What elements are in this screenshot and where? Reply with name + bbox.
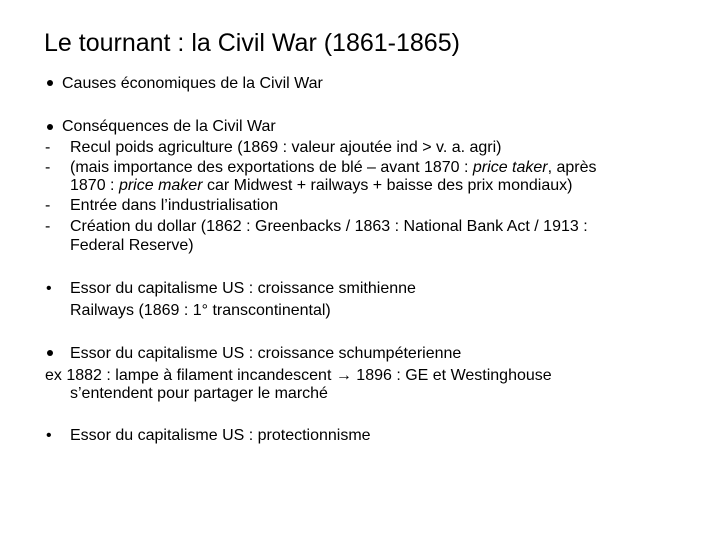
bullet-marker: •: [46, 427, 52, 444]
consequence-text: car Midwest + railways + baisse des prix mondiaux): [202, 177, 573, 194]
price-maker-term: price maker: [118, 177, 203, 194]
bullet-marker: •: [46, 280, 52, 297]
price-taker-term: price taker: [472, 159, 548, 176]
schumpeter-heading: Essor du capitalisme US : croissance schumpéterienne: [70, 345, 462, 362]
consequence-text: , après: [547, 159, 597, 176]
protection-heading: Essor du capitalisme US : protectionnisme: [70, 427, 371, 444]
schumpeter-line: ex 1882 : lampe à filament incandescent → 1896 : GE et Westinghouse: [45, 367, 552, 384]
dash-marker: -: [45, 159, 51, 176]
consequences-heading: Conséquences de la Civil War: [62, 118, 276, 135]
slide-title: Le tournant : la Civil War (1861-1865): [44, 29, 460, 57]
smith-line: Railways (1869 : 1° transcontinental): [70, 302, 331, 319]
consequence-item: Recul poids agriculture (1869 : valeur ajoutée ind > v. a. agri): [70, 139, 502, 156]
smith-heading: Essor du capitalisme US : croissance smithienne: [70, 280, 416, 297]
bullet-dot-icon: [47, 80, 53, 86]
dash-marker: -: [45, 218, 51, 235]
consequence-item: [70, 158, 597, 177]
bullet-dot-icon: [47, 124, 53, 130]
causes-text: Causes économiques de la Civil War: [62, 75, 323, 92]
consequence-item: Entrée dans l’industrialisation: [70, 197, 279, 214]
consequence-item-cont: Federal Reserve): [70, 237, 194, 254]
schumpeter-line: s’entendent pour partager le marché: [70, 385, 328, 402]
dash-marker: -: [45, 197, 51, 214]
dash-marker: -: [45, 139, 51, 156]
consequence-text: 1870 :: [70, 177, 119, 194]
bullet-dot-icon: [47, 350, 53, 356]
consequence-text: (mais importance des exportations de blé – avant 1870 :: [70, 159, 473, 176]
consequence-item-cont: [70, 176, 572, 195]
consequence-item: Création du dollar (1862 : Greenbacks / 1863 : National Bank Act / 1913 :: [70, 218, 588, 235]
